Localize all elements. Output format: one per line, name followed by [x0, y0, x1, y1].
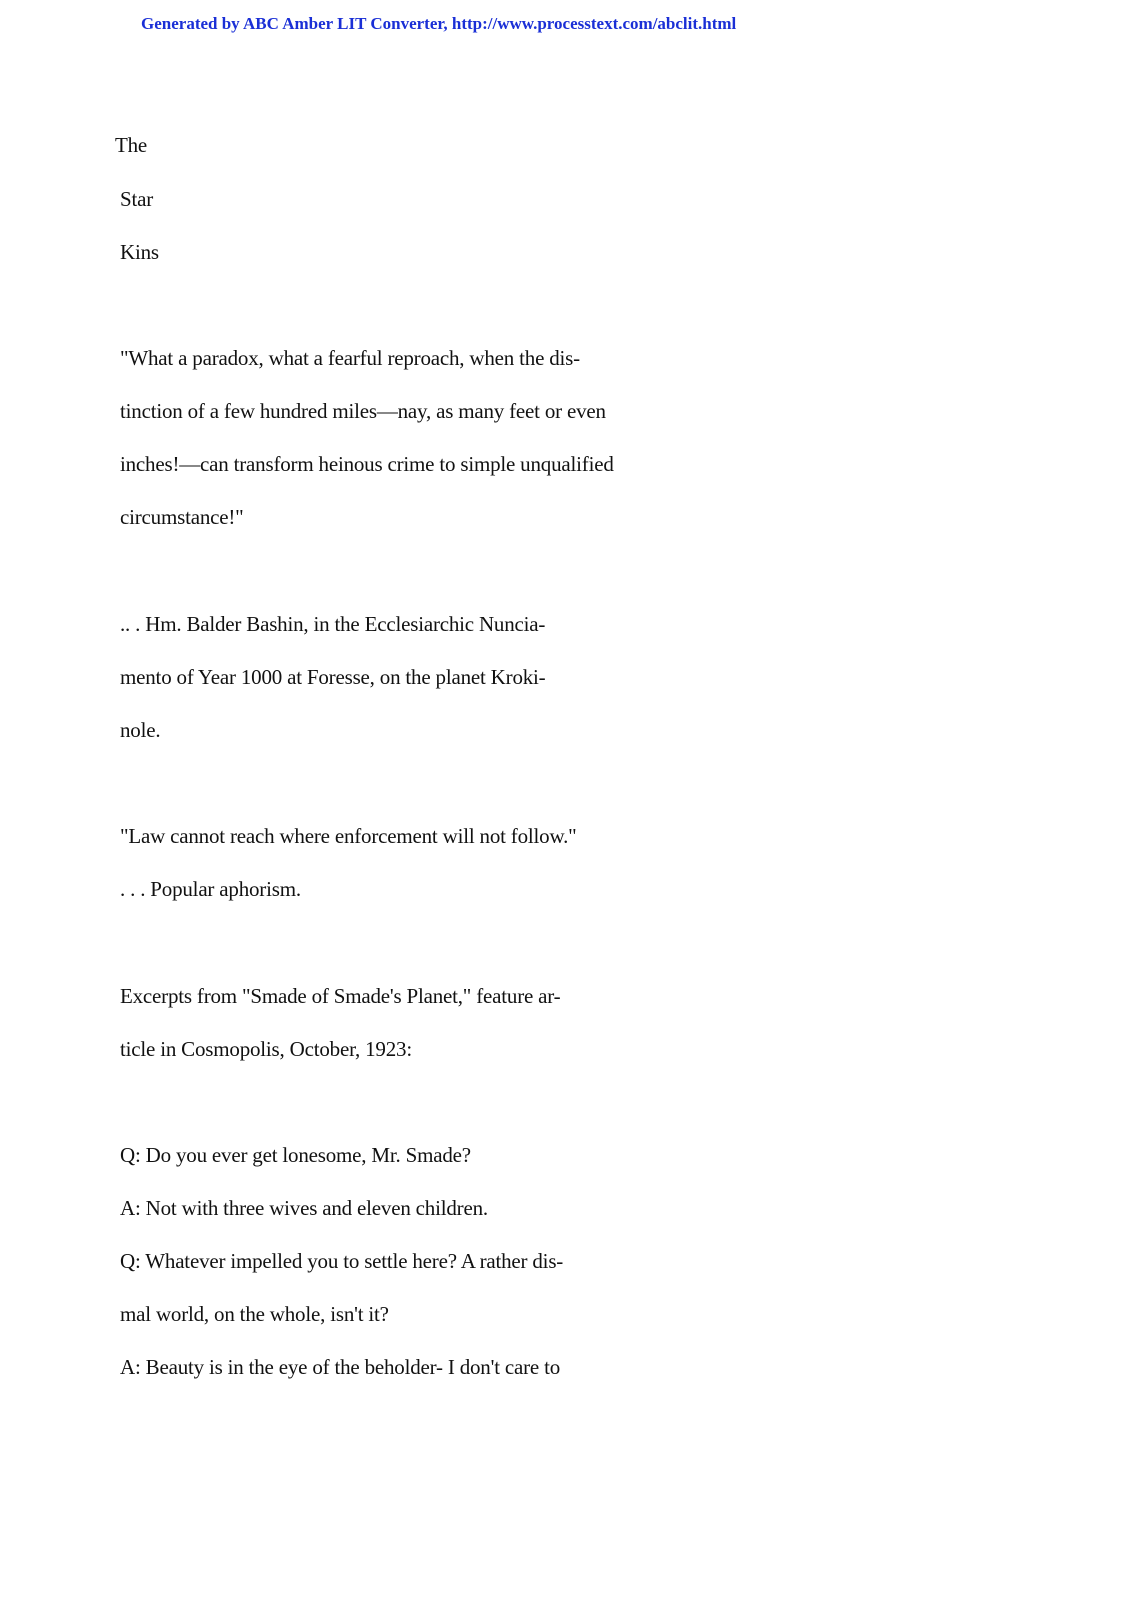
interview-line: Q: Whatever impelled you to settle here? A rather dis-	[120, 1249, 564, 1273]
attribution-line: .. . Hm. Balder Bashin, in the Ecclesiarchic Nuncia-	[120, 612, 546, 636]
interview-line: Q: Do you ever get lonesome, Mr. Smade?	[120, 1143, 471, 1167]
interview-line: A: Not with three wives and eleven children.	[120, 1196, 488, 1220]
aphorism-attribution: . . . Popular aphorism.	[120, 877, 301, 901]
attribution-line: nole.	[120, 718, 161, 742]
epigraph-line: circumstance!"	[120, 505, 244, 529]
title-line-the: The	[115, 133, 148, 157]
excerpt-intro-line: ticle in Cosmopolis, October, 1923:	[120, 1037, 412, 1061]
interview-line: mal world, on the whole, isn't it?	[120, 1302, 389, 1326]
epigraph-line: tinction of a few hundred miles—nay, as many feet or even	[120, 399, 606, 423]
attribution-line: mento of Year 1000 at Foresse, on the planet Kroki-	[120, 665, 546, 689]
epigraph-line: "What a paradox, what a fearful reproach, when the dis-	[120, 346, 580, 370]
converter-header: Generated by ABC Amber LIT Converter, http://www.processtext.com/abclit.html	[141, 14, 737, 33]
title-line-star: Star	[120, 187, 154, 211]
aphorism-quote: "Law cannot reach where enforcement will not follow."	[120, 824, 577, 848]
excerpt-intro-line: Excerpts from "Smade of Smade's Planet," feature ar-	[120, 984, 561, 1008]
interview-line: A: Beauty is in the eye of the beholder- I don't care to	[120, 1355, 561, 1379]
epigraph-line: inches!—can transform heinous crime to simple unqualified	[120, 452, 614, 476]
title-line-kins: Kins	[120, 240, 159, 264]
